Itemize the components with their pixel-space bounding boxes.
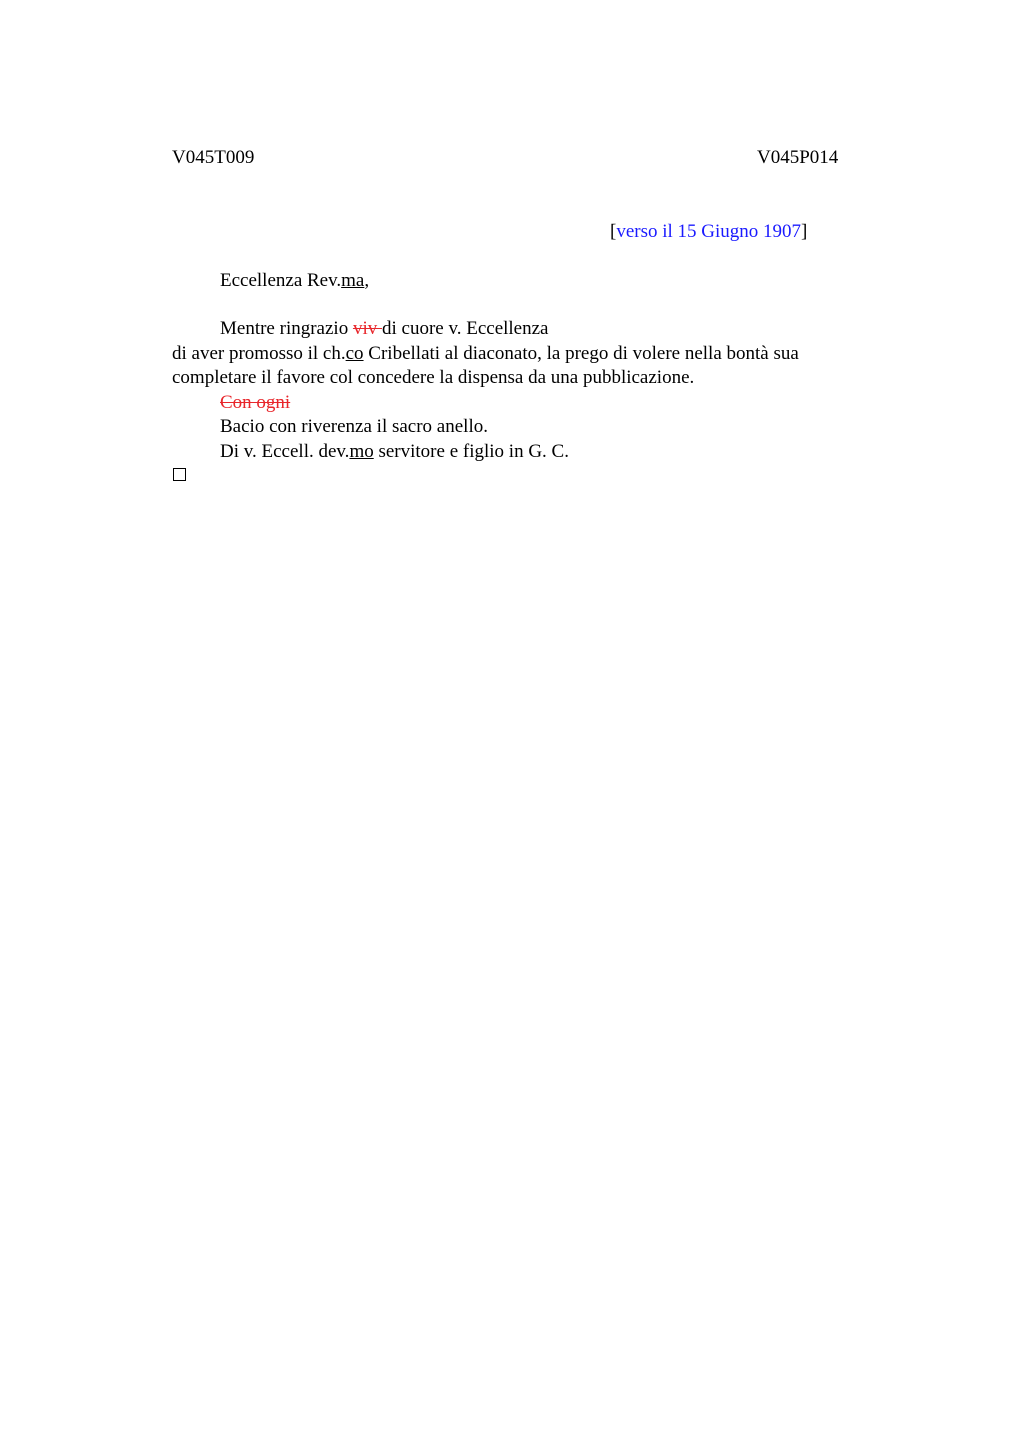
closing-line-2 [220, 440, 569, 464]
body-line-2 [172, 342, 799, 366]
body-line-1 [220, 317, 549, 341]
closing-line-2-abbreviation: mo [349, 441, 374, 462]
salutation-suffix: , [364, 270, 370, 291]
document-reference-right: V045P014 [757, 147, 839, 168]
salutation [220, 269, 369, 293]
salutation-abbreviation: ma [341, 270, 365, 291]
closing-line-2-start: Di v. Eccell. dev. [220, 441, 350, 462]
body-line-3: completare il favore col concedere la dispensa da una pubblicazione. [172, 367, 695, 388]
document-reference-left: V045T009 [172, 147, 255, 168]
date-text: verso il 15 Giugno 1907 [616, 221, 802, 242]
date-close-bracket: ] [801, 221, 808, 242]
date-annotation [610, 220, 807, 244]
deleted-line: Con ogni [220, 392, 291, 413]
body-line-2-start: di aver promosso il ch. [172, 343, 346, 364]
body-line-1-end: di cuore v. Eccellenza [381, 318, 549, 339]
body-line-1-start: Mentre ringrazio [220, 318, 353, 339]
date-open-bracket: [ [610, 221, 617, 242]
salutation-prefix: Eccellenza Rev. [220, 270, 342, 291]
end-marker-box [173, 468, 186, 481]
body-line-2-end: Cribellati al diaconato, la prego di volere nella bontà sua [363, 343, 799, 364]
closing-line-2-end: servitore e figlio in G. C. [373, 441, 569, 462]
closing-line-1: Bacio con riverenza il sacro anello. [220, 416, 488, 437]
deleted-word: viv [352, 318, 382, 339]
body-line-2-abbreviation: co [345, 343, 364, 364]
